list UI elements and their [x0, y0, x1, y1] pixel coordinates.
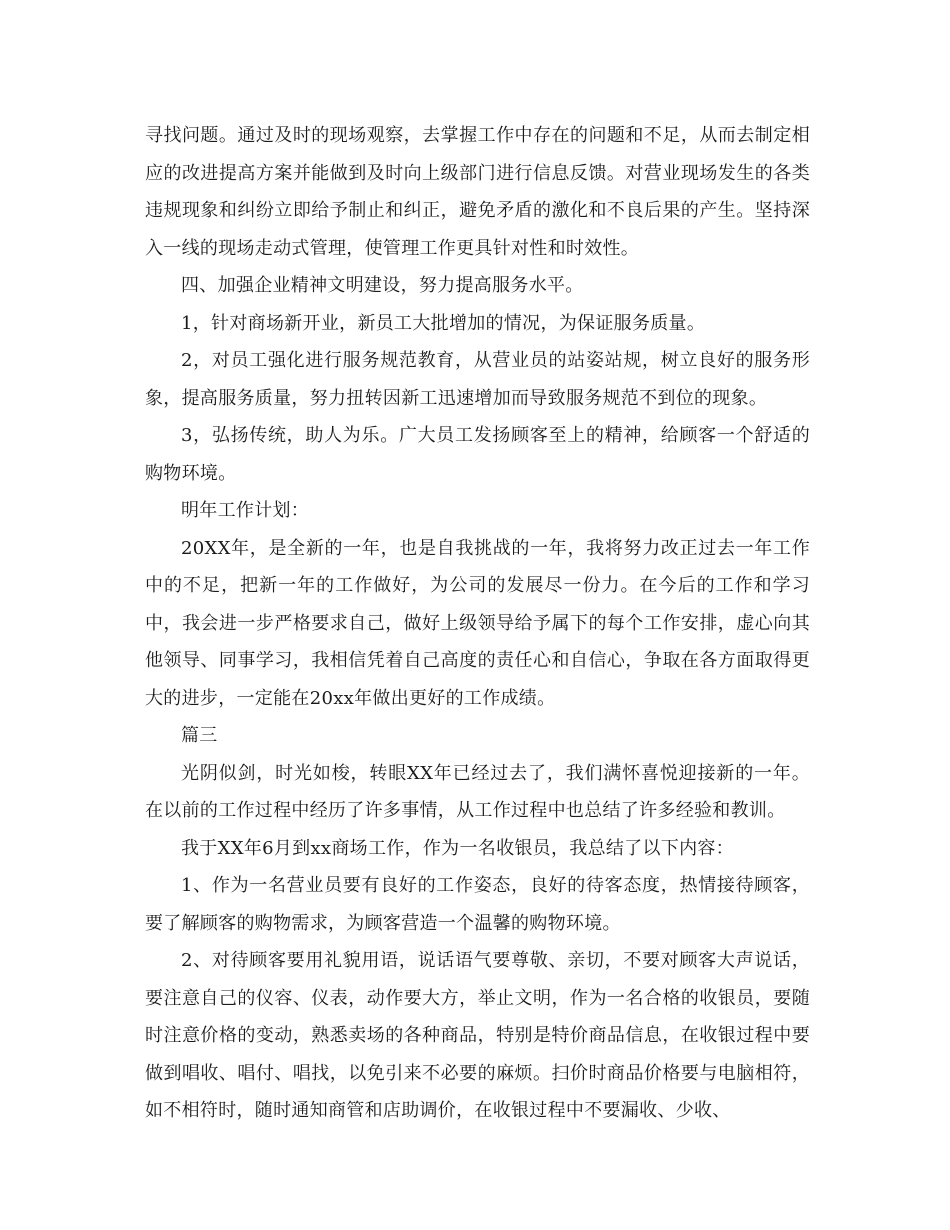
paragraph-9: 光阴似剑，时光如梭，转眼XX年已经过去了，我们满怀喜悦迎接新的一年。在以前的工作过程中经历了许多事情，从工作过程中也总结了许多经验和教训。: [145, 762, 810, 821]
document-body: [145, 117, 810, 1130]
paragraph-5: 3，弘扬传统，助人为乐。广大员工发扬顾客至上的精神，给顾客一个舒适的购物环境。: [145, 425, 810, 484]
paragraph-3: 1，针对商场新开业，新员工大批增加的情况，为保证服务质量。: [181, 312, 706, 334]
paragraph-10: 我于XX年6月到xx商场工作，作为一名收银员，我总结了以下内容：: [181, 837, 734, 859]
paragraph-2: 四、加强企业精神文明建设，努力提高服务水平。: [181, 275, 584, 296]
paragraph-8: 篇三: [181, 725, 218, 746]
paragraph-6: 明年工作计划：: [181, 500, 310, 521]
paragraph-11: 1、作为一名营业员要有良好的工作姿态，良好的待客态度，热情接待顾客，要了解顾客的购物需求，为顾客营造一个温馨的购物环境。: [145, 875, 810, 934]
paragraph-7: 20XX年，是全新的一年，也是自我挑战的一年，我将努力改正过去一年工作中的不足，把新一年的工作做好，为公司的发展尽一份力。在今后的工作和学习中，我会进一步严格要求自己，做好上级领导给予属下的每个工作安排，虚心向其他领导、同事学习，我相信凭着自己高度的责任心和自信心，争取在各方面取得更大的进步，一定能在20xx年做出更好的工作成绩。: [145, 537, 810, 709]
paragraph-1: 寻找问题。通过及时的现场观察，去掌握工作中存在的问题和不足，从而去制定相应的改进提高方案并能做到及时向上级部门进行信息反馈。对营业现场发生的各类违规现象和纠纷立即给予制止和纠正，避免矛盾的激化和不良后果的产生。坚持深入一线的现场走动式管理，使管理工作更具针对性和时效性。: [145, 125, 810, 259]
paragraph-12: 2、对待顾客要用礼貌用语，说话语气要尊敬、亲切，不要对顾客大声说话，要注意自己的仪容、仪表，动作要大方，举止文明，作为一名合格的收银员，要随时注意价格的变动，熟悉卖场的各种商品，特别是特价商品信息，在收银过程中要做到唱收、唱付、唱找，以免引来不必要的麻烦。扫价时商品价格要与电脑相符，如不相符时，随时通知商管和店助调价，在收银过程中不要漏收、少收、: [145, 950, 810, 1121]
paragraph-4: 2，对员工强化进行服务规范教育，从营业员的站姿站规，树立良好的服务形象，提高服务质量，努力扭转因新工迅速增加而导致服务规范不到位的现象。: [145, 350, 810, 409]
